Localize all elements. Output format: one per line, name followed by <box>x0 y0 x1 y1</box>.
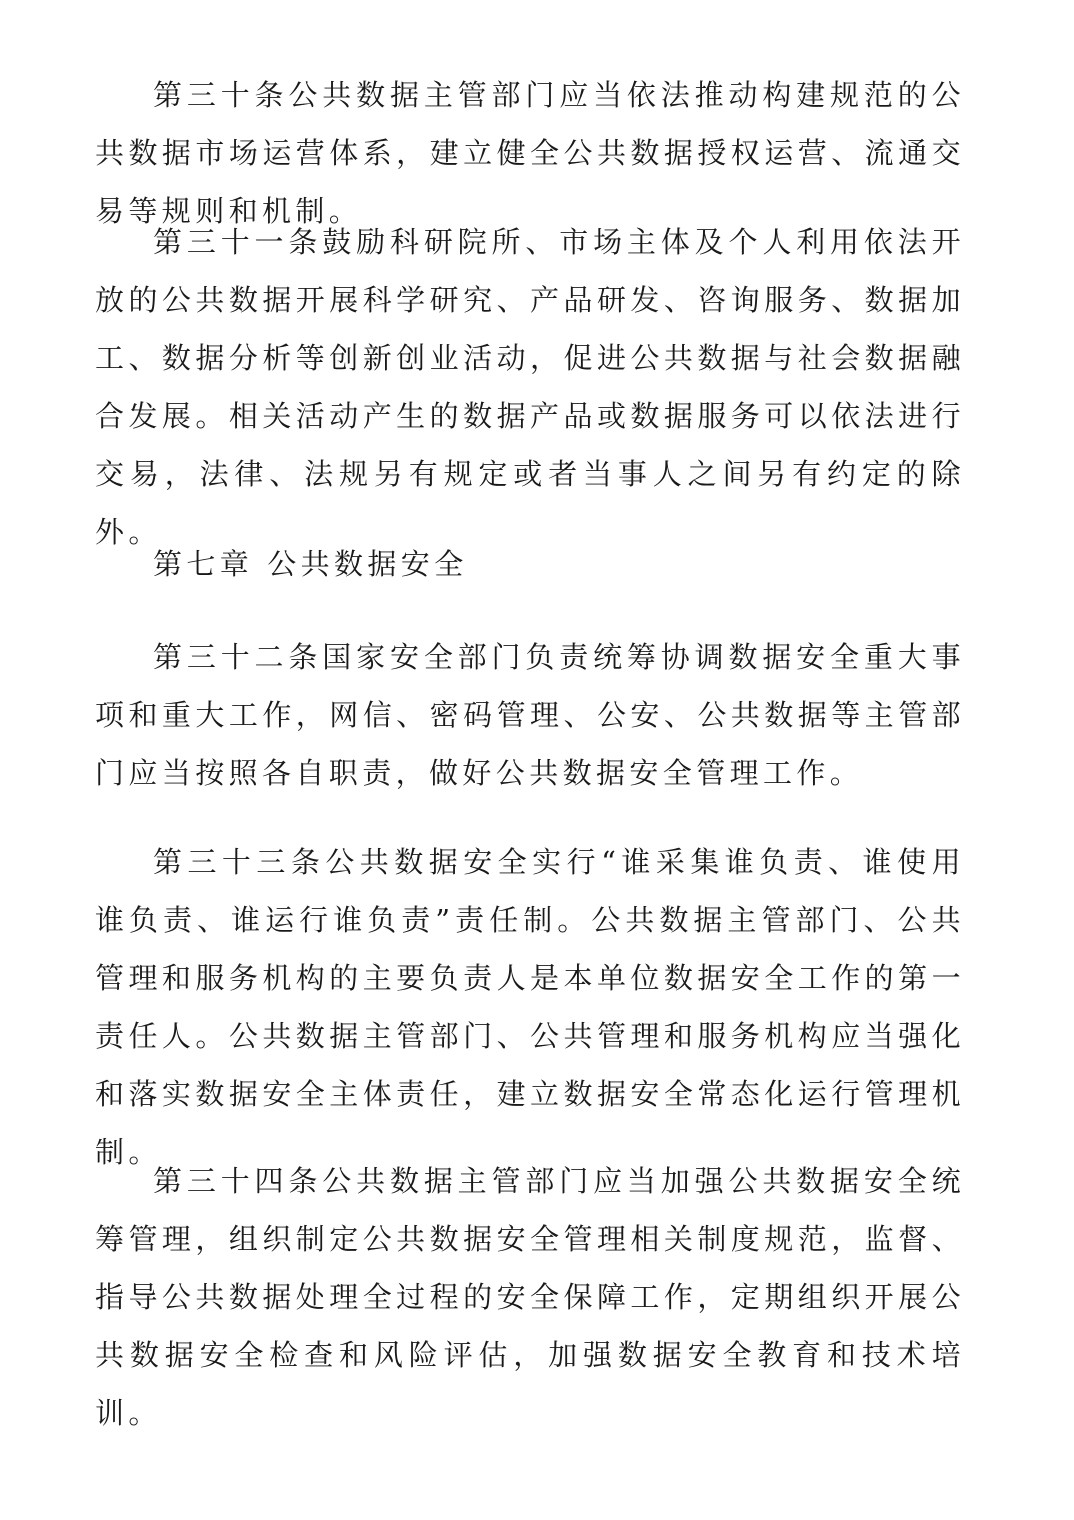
article-30-paragraph: 第三十条公共数据主管部门应当依法推动构建规范的公共数据市场运营体系，建立健全公共数据授权运营、流通交易等规则和机制。 <box>95 78 965 228</box>
article-31-paragraph: 第三十一条鼓励科研院所、市场主体及个人利用依法开放的公共数据开展科学研究、产品研发、咨询服务、数据加工、数据分析等创新创业活动，促进公共数据与社会数据融合发展。相关活动产生的数据产品或数据服务可以依法进行交易，法律、法规另有规定或者当事人之间另有约定的除外。 <box>95 225 965 549</box>
article-33-paragraph: 第三十三条公共数据安全实行“谁采集谁负责、谁使用谁负责、谁运行谁负责”责任制。公共数据主管部门、公共管理和服务机构的主要负责人是本单位数据安全工作的第一责任人。公共数据主管部门、公共管理和服务机构应当强化和落实数据安全主体责任，建立数据安全常态化运行管理机制。 <box>95 845 965 1169</box>
article-32-paragraph: 第三十二条国家安全部门负责统筹协调数据安全重大事项和重大工作，网信、密码管理、公安、公共数据等主管部门应当按照各自职责，做好公共数据安全管理工作。 <box>95 640 965 790</box>
chapter-number: 第七章 <box>153 547 254 581</box>
article-34-paragraph: 第三十四条公共数据主管部门应当加强公共数据安全统筹管理，组织制定公共数据安全管理相关制度规范，监督、指导公共数据处理全过程的安全保障工作，定期组织开展公共数据安全检查和风险评估，加强数据安全教育和技术培训。 <box>95 1164 965 1430</box>
chapter-heading <box>95 535 965 593</box>
chapter-title: 公共数据安全 <box>267 547 468 581</box>
